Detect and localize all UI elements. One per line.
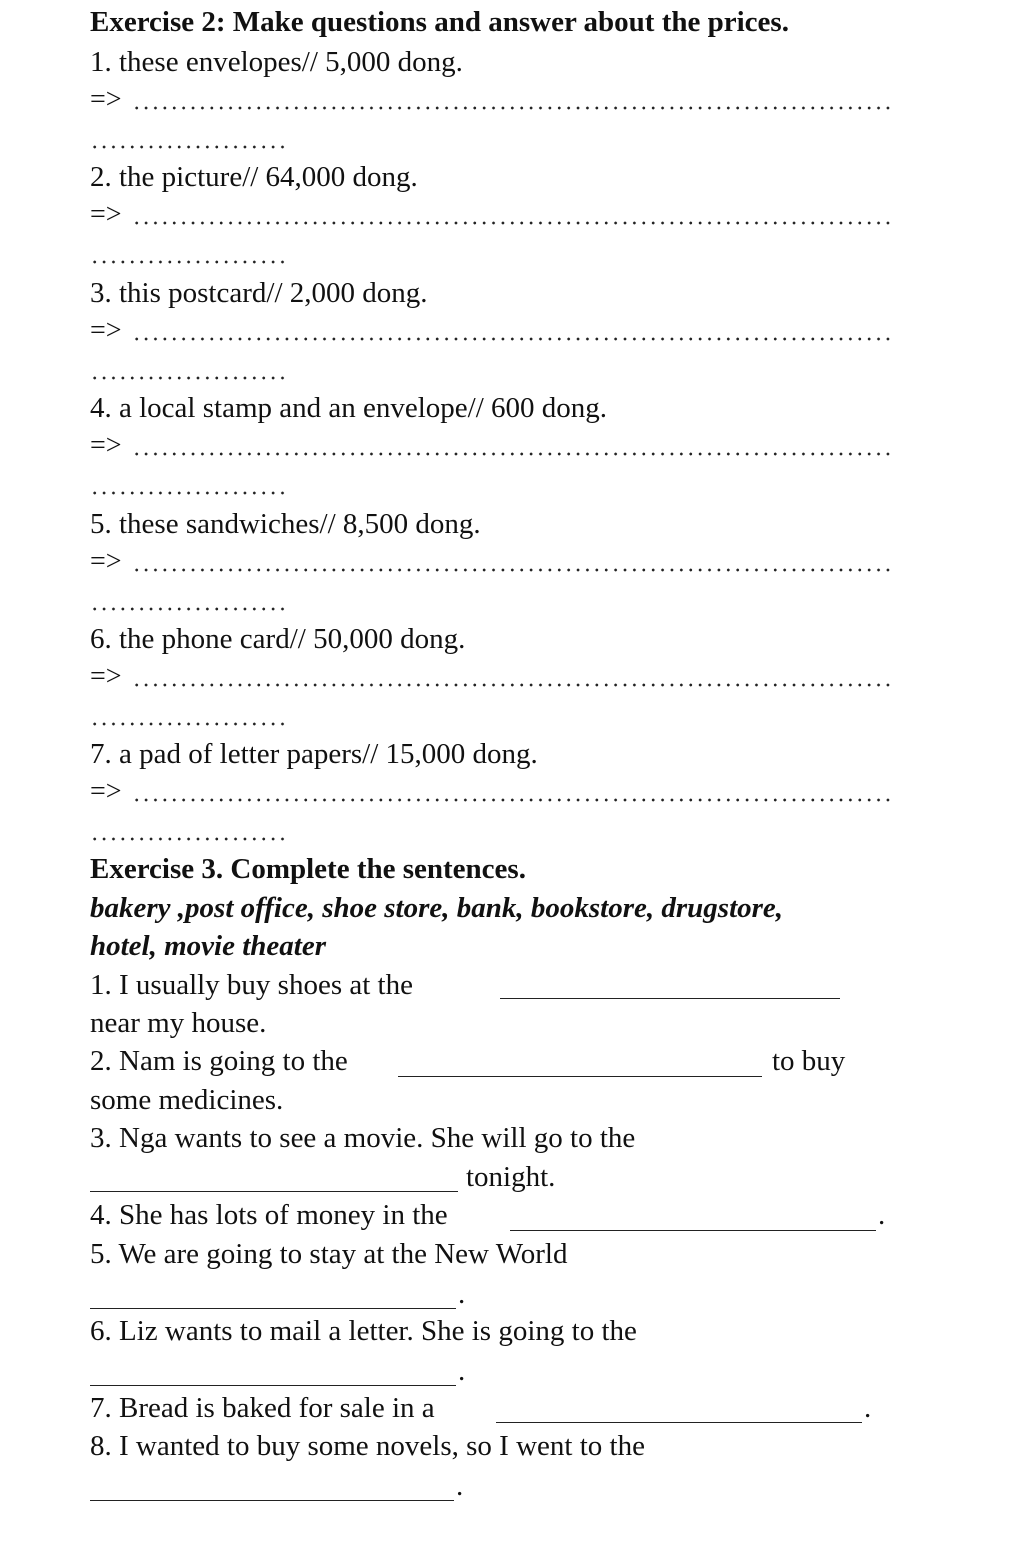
answer-dotted-line-1[interactable] <box>132 106 894 110</box>
sentence-2-part-c: some medicines. <box>90 1084 284 1116</box>
sentence-6-part-a: 6. Liz wants to mail a letter. She is going to the <box>90 1315 637 1347</box>
sentence-5-part-a: 5. We are going to stay at the New World <box>90 1238 568 1270</box>
answer-dotted-line-3[interactable] <box>132 337 894 341</box>
answer-arrow-2: => <box>90 199 122 230</box>
sentence-3-part-a: 3. Nga wants to see a movie. She will go to the <box>90 1122 636 1154</box>
answer-dotted-line-6[interactable] <box>132 683 894 687</box>
sentence-3-part-b: tonight. <box>466 1161 556 1193</box>
answer-dotted-line-continued-4[interactable] <box>90 491 288 495</box>
answer-dotted-line-continued-1[interactable] <box>90 145 288 149</box>
exercise-2-item-7: 7. a pad of letter papers// 15,000 dong. <box>90 738 538 770</box>
sentence-4-part-a: 4. She has lots of money in the <box>90 1199 448 1231</box>
sentence-7-blank[interactable] <box>496 1422 862 1423</box>
sentence-4-blank[interactable] <box>510 1230 876 1231</box>
sentence-4-period: . <box>878 1199 886 1231</box>
exercise-2-item-5: 5. these sandwiches// 8,500 dong. <box>90 508 481 540</box>
sentence-2-part-b: to buy <box>772 1045 846 1077</box>
answer-dotted-line-continued-5[interactable] <box>90 607 288 611</box>
answer-dotted-line-continued-3[interactable] <box>90 376 288 380</box>
sentence-8-blank[interactable] <box>90 1500 454 1501</box>
answer-dotted-line-7[interactable] <box>132 798 894 802</box>
exercise-3-title: Exercise 3. Complete the sentences. <box>90 853 526 885</box>
sentence-5-blank[interactable] <box>90 1308 456 1309</box>
sentence-2-blank[interactable] <box>398 1076 762 1077</box>
sentence-6-blank[interactable] <box>90 1385 456 1386</box>
answer-arrow-4: => <box>90 430 122 461</box>
sentence-1-blank[interactable] <box>500 998 840 999</box>
sentence-8-period: . <box>456 1470 464 1502</box>
exercise-2-item-6: 6. the phone card// 50,000 dong. <box>90 623 466 655</box>
word-bank-line-2: hotel, movie theater <box>90 930 326 962</box>
answer-dotted-line-continued-6[interactable] <box>90 722 288 726</box>
sentence-1-part-a: 1. I usually buy shoes at the <box>90 969 413 1001</box>
sentence-8-part-a: 8. I wanted to buy some novels, so I went to the <box>90 1430 645 1462</box>
sentence-7-part-a: 7. Bread is baked for sale in a <box>90 1392 435 1424</box>
sentence-5-period: . <box>458 1278 466 1310</box>
answer-arrow-6: => <box>90 661 122 692</box>
exercise-2-item-3: 3. this postcard// 2,000 dong. <box>90 277 428 309</box>
sentence-2-part-a: 2. Nam is going to the <box>90 1045 348 1077</box>
exercise-2-title: Exercise 2: Make questions and answer about the prices. <box>90 6 789 38</box>
answer-dotted-line-2[interactable] <box>132 221 894 225</box>
word-bank-line-1: bakery ,post office, shoe store, bank, bookstore, drugstore, <box>90 892 784 924</box>
sentence-1-part-b: near my house. <box>90 1007 267 1039</box>
answer-arrow-5: => <box>90 546 122 577</box>
sentence-1-text <box>90 967 413 1003</box>
sentence-7-period: . <box>864 1392 872 1424</box>
answer-dotted-line-4[interactable] <box>132 452 894 456</box>
answer-arrow-3: => <box>90 315 122 346</box>
sentence-3-blank[interactable] <box>90 1191 458 1192</box>
exercise-2-item-4: 4. a local stamp and an envelope// 600 dong. <box>90 392 608 424</box>
answer-arrow-7: => <box>90 776 122 807</box>
answer-dotted-line-continued-7[interactable] <box>90 837 288 841</box>
exercise-2-item-2: 2. the picture// 64,000 dong. <box>90 161 418 193</box>
answer-arrow-1: => <box>90 84 122 115</box>
answer-dotted-line-continued-2[interactable] <box>90 260 288 264</box>
sentence-6-period: . <box>458 1355 466 1387</box>
exercise-2-item-1: 1. these envelopes// 5,000 dong. <box>90 46 463 78</box>
answer-dotted-line-5[interactable] <box>132 568 894 572</box>
